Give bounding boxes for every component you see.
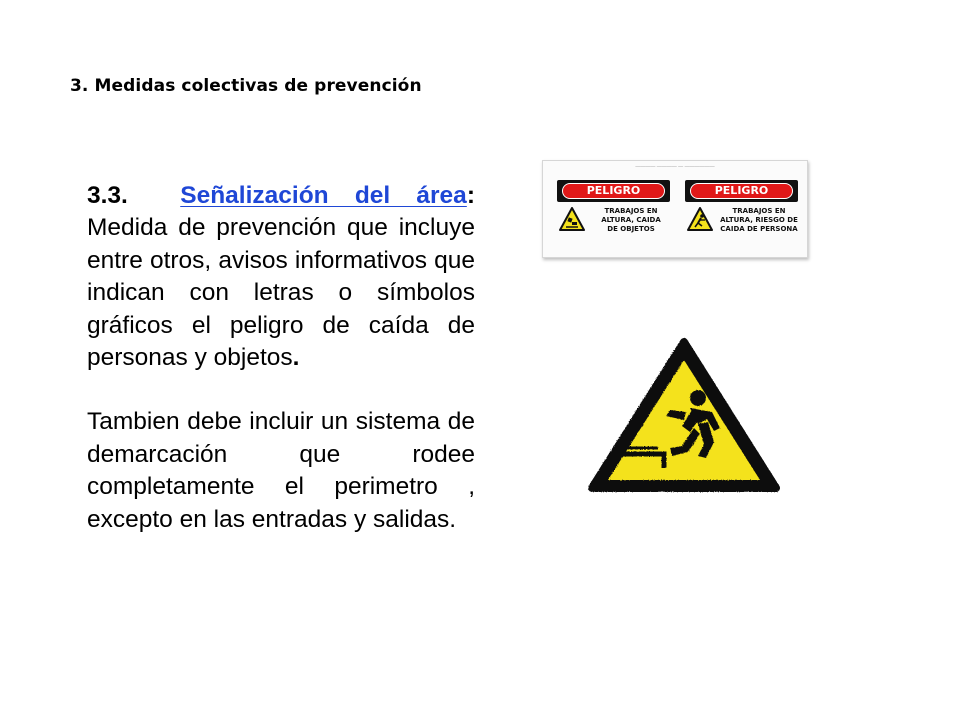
peligro-sign-falling-person [685,180,798,246]
paragraph1-period: . [292,344,300,372]
peligro-banner [557,180,670,202]
slide-title: 3. Medidas colectivas de prevención [70,76,422,96]
board-caption: ———— ———— — —————— [635,164,715,170]
section-colon: : [466,182,475,209]
falling-objects-icon [559,207,585,231]
falling-person-icon [687,207,713,231]
body-text [87,180,475,536]
senalizacion-link[interactable]: Señalización del área [180,182,467,209]
falling-person-warning-icon [586,336,782,496]
sign-text: TRABAJOS EN ALTURA, RIESGO DE CAIDA DE PERSONA [720,207,798,233]
paragraph-senalizacion [87,180,475,374]
sign-text: TRABAJOS EN ALTURA, CAIDA DE OBJETOS [601,207,661,233]
peligro-label: PELIGRO [690,183,793,199]
peligro-sign-falling-objects [557,180,670,246]
section-number: 3.3. [87,182,128,209]
paragraph1-text: Medida de prevención que incluye entre otros, avisos informativos que indican con letras o símbolos gráficos el peligro de caída de personas y objetos [87,214,475,372]
peligro-label: PELIGRO [562,183,665,199]
warning-signs-board [542,160,808,258]
paragraph-demarcacion: Tambien debe incluir un sistema de demarcación que rodee completamente el perimetro , excepto en las entradas y salidas. [87,408,475,533]
peligro-banner [685,180,798,202]
